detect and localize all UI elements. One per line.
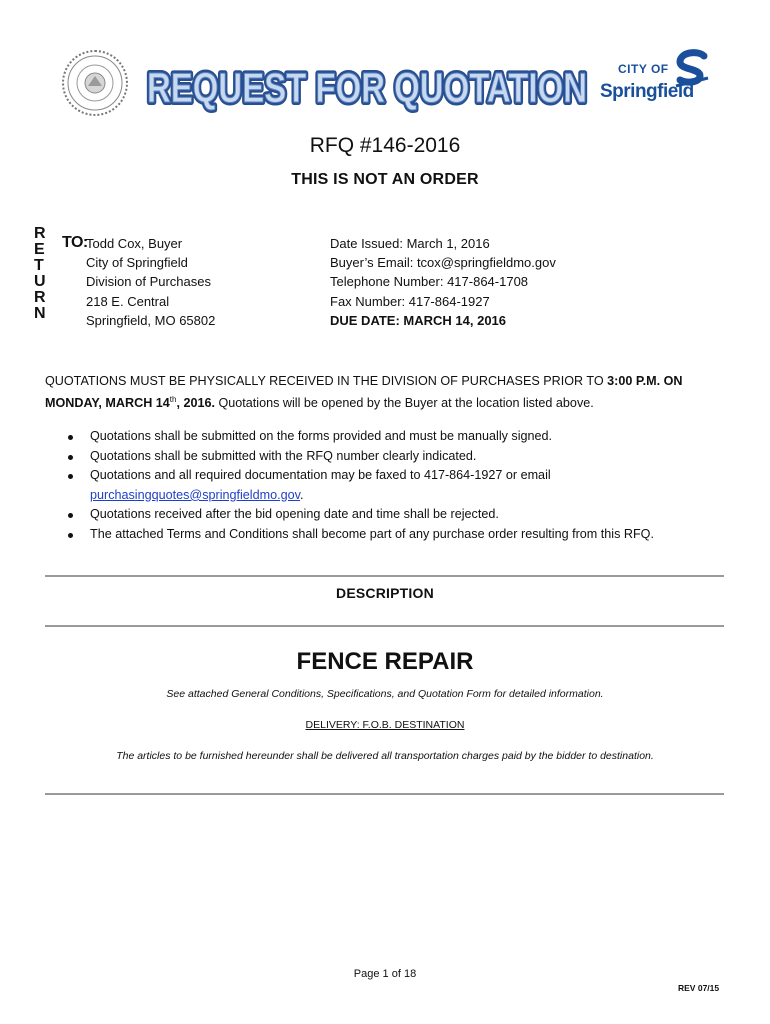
return-letter: E <box>34 241 45 258</box>
address-line: City of Springfield <box>86 255 188 271</box>
return-letter: N <box>34 305 46 322</box>
rfq-info <box>330 234 556 330</box>
logo-city-of: CITY OF <box>618 62 669 76</box>
return-letter: R <box>34 289 46 306</box>
notice-text: QUOTATIONS MUST BE PHYSICALLY RECEIVED IN THE DIVISION OF PURCHASES PRIOR TO <box>45 374 608 388</box>
list-item <box>64 466 724 505</box>
date-issued: Date Issued: March 1, 2016 <box>330 236 490 251</box>
bullet-icon <box>68 435 73 440</box>
banner-title <box>143 58 593 114</box>
notice-superscript: th <box>169 394 177 404</box>
divider <box>45 625 724 627</box>
transportation-note: The articles to be furnished hereunder shall be delivered all transportation charges paid by the bidder to destination. <box>116 750 654 762</box>
return-address <box>86 234 215 330</box>
delivery-terms: DELIVERY: F.O.B. DESTINATION <box>305 719 465 731</box>
address-line: Todd Cox, Buyer <box>86 236 183 251</box>
list-item <box>64 427 724 447</box>
city-seal-icon <box>62 50 128 116</box>
list-item-text: Quotations shall be submitted on the forms provided and must be manually signed. <box>90 429 553 443</box>
return-letter: T <box>34 257 44 274</box>
page-number: Page 1 of 18 <box>353 968 417 980</box>
list-item-text: Quotations received after the bid opening date and time shall be rejected. <box>90 507 499 522</box>
rfq-number: RFQ #146-2016 <box>309 134 461 157</box>
list-item-punct: . <box>299 487 304 502</box>
banner-title-outline: REQUEST FOR QUOTATION <box>147 64 587 111</box>
notice-text-2: Quotations will be opened by the Buyer at the location listed above. <box>214 396 594 410</box>
telephone-number: Telephone Number: 417-864-1708 <box>330 274 529 290</box>
bullet-icon <box>68 455 73 460</box>
submission-notice <box>45 370 735 414</box>
list-item-text: Quotations shall be submitted with the RFQ number clearly indicated. <box>90 448 477 463</box>
project-title: FENCE REPAIR <box>296 648 474 675</box>
return-vertical-label <box>34 226 50 322</box>
see-attached-note: See attached General Conditions, Specifications, and Quotation Form for detailed information. <box>166 688 604 700</box>
list-item <box>64 525 724 545</box>
city-logo <box>598 48 716 112</box>
buyer-email: Buyer’s Email: tcox@springfieldmo.gov <box>330 255 556 271</box>
bullet-icon <box>68 533 73 538</box>
address-line: 218 E. Central <box>86 293 170 309</box>
to-label: TO: <box>62 234 88 251</box>
revision-label: REV 07/15 <box>678 983 720 993</box>
bullet-icon <box>68 474 73 479</box>
list-item <box>64 447 724 467</box>
divider <box>45 793 724 795</box>
return-letter: R <box>34 225 46 242</box>
return-letter: U <box>34 273 46 290</box>
due-date: DUE DATE: MARCH 14, 2016 <box>330 312 507 328</box>
list-item-text: The attached Terms and Conditions shall become part of any purchase order resulting from this RFQ. <box>90 526 654 541</box>
address-line: Division of Purchases <box>86 274 211 290</box>
purchasing-email-link[interactable]: purchasingquotes@springfieldmo.gov <box>90 487 300 502</box>
banner-title-fill: REQUEST FOR QUOTATION <box>147 64 587 111</box>
instructions-list <box>64 427 724 545</box>
list-item-text: Quotations and all required documentation may be faxed to 417-864-1927 or email <box>90 468 551 483</box>
notice-year: , 2016. <box>176 396 215 410</box>
description-heading: DESCRIPTION <box>336 585 434 601</box>
logo-springfield: Springfield <box>600 81 694 102</box>
not-an-order-notice: THIS IS NOT AN ORDER <box>291 171 479 188</box>
fax-number: Fax Number: 417-864-1927 <box>330 293 490 309</box>
list-item <box>64 505 724 525</box>
bullet-icon <box>68 513 73 518</box>
notice-deadline: 3:00 P.M. ON MONDAY, MARCH 14 <box>45 374 683 410</box>
divider <box>45 575 724 577</box>
address-line: Springfield, MO 65802 <box>86 312 216 328</box>
